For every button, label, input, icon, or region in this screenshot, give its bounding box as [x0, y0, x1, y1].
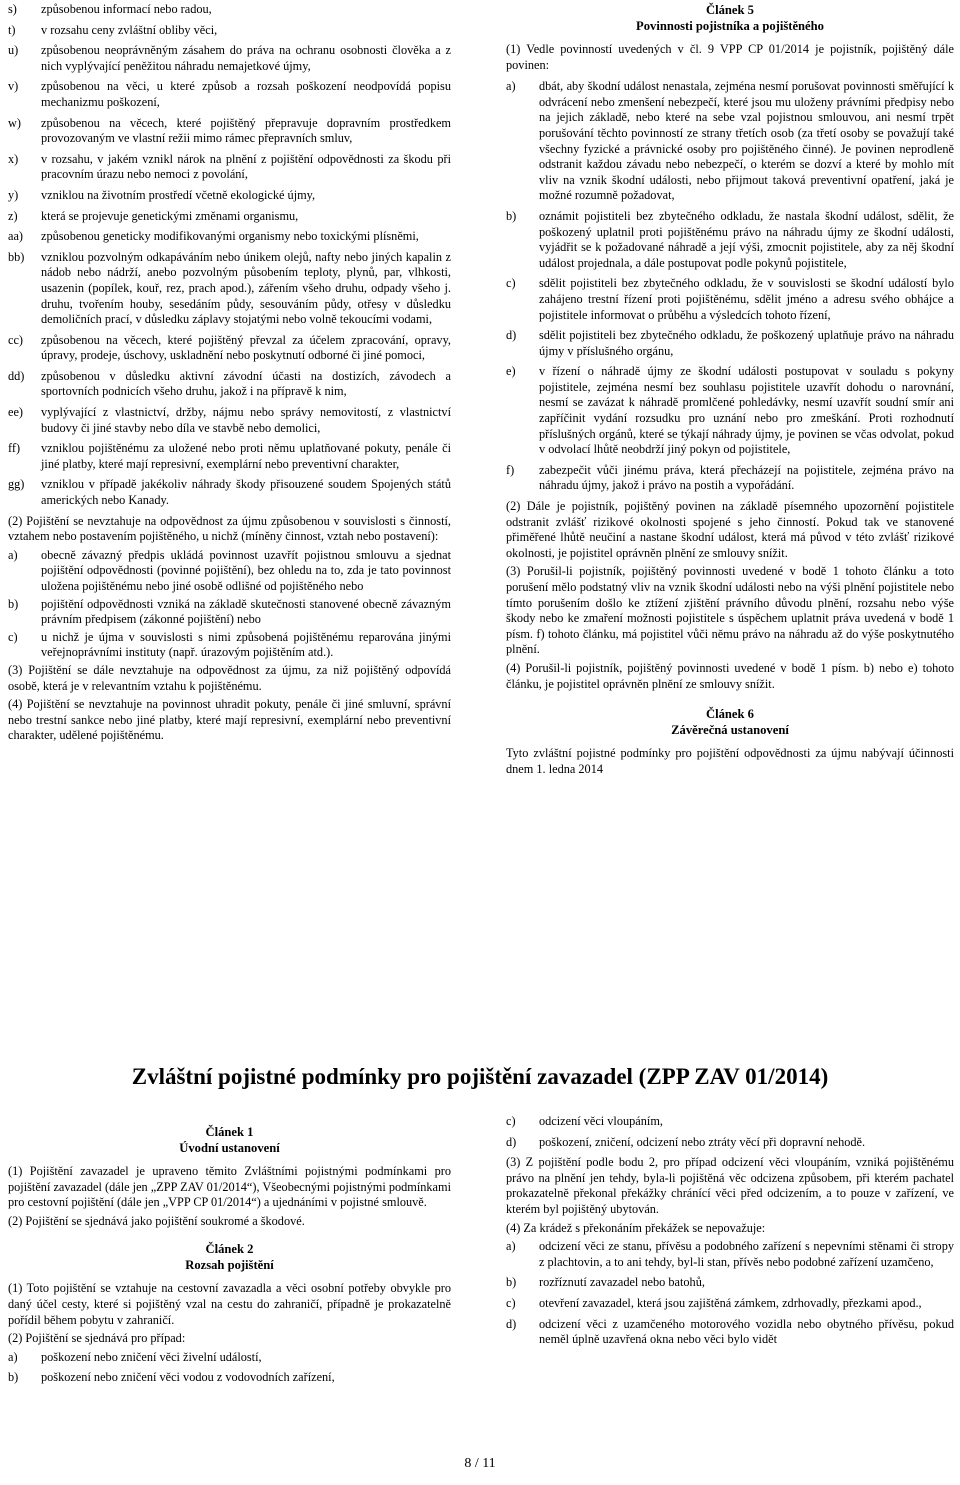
list-item-label: v) — [8, 79, 19, 94]
list-item — [8, 477, 451, 508]
list-item-text: zabezpečit vůči jinému práva, která přecházejí na pojistitele, zejména právo na náhradu újmy, jakož i právo na postih a vypořádání. — [539, 462, 954, 493]
list-item — [506, 463, 954, 494]
list-item — [8, 405, 451, 436]
list-item-text: vzniklou na životním prostředí včetně ekologické újmy, — [41, 187, 316, 202]
list-item-label: a) — [506, 1239, 516, 1254]
list-item-label: u) — [8, 43, 19, 58]
list-item-text: způsobenou na věci, u které způsob a rozsah poškození neodpovídá popisu mechanizmu poškození, — [41, 79, 451, 109]
list-item-label: d) — [506, 1134, 517, 1149]
list-item — [8, 2, 451, 18]
paragraph-1: (1) Pojištění zavazadel je upraveno těmito Zvláštními pojistnými podmínkami pro pojištění zavazadel (dále jen „ZPP ZAV 01/2014“), Všeobecnými pojistnými podmínkami pro cestovní pojištění (dále jen „VPP CP 01/2014“) a ujednáními v pojistné smlouvě. — [8, 1164, 451, 1210]
list-item — [8, 229, 451, 245]
list-item-label: s) — [8, 2, 17, 16]
article-number: Článek 1 — [205, 1125, 254, 1139]
list-item-label: t) — [8, 22, 16, 37]
list-item-text: obecně závazný předpis ukládá povinnost uzavřít pojistnou smlouvu a sjednat pojištění odpovědnosti (povinné pojištění), bez ohledu na to, zda je tato povinnost uložena pojištěnému nebo jiné osobě odlišné od pojištěného nebo — [41, 547, 451, 593]
page-number: 8 / 11 — [464, 1456, 496, 1471]
list-item-text: způsobenou informací nebo radou, — [41, 2, 212, 16]
list-item — [8, 441, 451, 472]
list-item — [506, 1114, 954, 1130]
list-item-label: c) — [8, 629, 18, 644]
list-item — [8, 23, 451, 39]
list-item — [8, 250, 451, 328]
paragraph-2: (2) Pojištění se sjednává pro případ: — [8, 1331, 186, 1346]
list-item-label: gg) — [8, 477, 25, 492]
list-item-text: vzniklou v případě jakékoliv náhrady škody přisouzené soudem Spojených států amerických nebo Kanady. — [41, 477, 451, 508]
list-item — [506, 364, 954, 458]
insured-events-list-continued — [506, 1114, 954, 1150]
list-item-label: w) — [8, 115, 21, 130]
article-5-heading — [506, 2, 954, 34]
duties-list — [506, 79, 954, 494]
list-item — [8, 548, 451, 595]
list-item-label: ee) — [8, 405, 24, 420]
list-item — [506, 1275, 954, 1291]
list-item-text: odcizení věci ze stanu, přívěsu a podobného zařízení s nepevními stěnami či stropy z plachtovin, a to ani tehdy, byl-li stan, přívěs nebo podobné zařízení uzamčeno, — [539, 1239, 954, 1269]
paragraph-4: (4) Za krádež s překonáním překážek se nepovažuje: — [506, 1220, 766, 1235]
paragraph-1: (1) Vedle povinností uvedených v čl. 9 VPP CP 01/2014 je pojistník, pojištěný dále povinen: — [506, 42, 954, 72]
list-item-text: způsobenou geneticky modifikovanými organismy nebo toxickými plísněmi, — [41, 229, 419, 244]
paragraph-1: (1) Toto pojištění se vztahuje na cestovní zavazadla a věci osobní potřeby obvykle pro daný účel cesty, které si pojištěný vzal na cestu do zahraničí, případně je prokazatelně pořídil během pobytu v zahraničí. — [8, 1281, 451, 1327]
article-1-heading — [8, 1124, 451, 1156]
list-item-label: d) — [506, 1316, 517, 1331]
list-item — [8, 152, 451, 183]
paragraph-2: (2) Pojištění se sjednává jako pojištění soukromé a škodové. — [8, 1213, 305, 1228]
list-item-text: způsobenou na věcech, které pojištěný přepravuje dopravním prostředkem provozovaným ve vlastní režii mimo rámec přepravních smluv, — [41, 115, 451, 146]
list-item — [8, 333, 451, 364]
list-item-label: a) — [506, 79, 516, 94]
list-item — [8, 369, 451, 400]
insured-events-list — [8, 1350, 451, 1386]
article-number: Článek 6 — [706, 707, 754, 722]
paragraph-3: (3) Porušil-li pojistník, pojištěný povinnosti uvedené v bodě 1 tohoto článku a toto porušení mělo podstatný vliv na vznik škodní události nebo na výši plnění pojistitele nebo tímto porušením došlo ke ztížení zjištění právního důvodu plnění, rozsahu nebo výše škody nebo ke zmaření možnosti pojistitele s úspěchem uplatnit práva uvedená v bodě 1 písm. f) tohoto článku, má pojistitel vůči němu právo na náhradu až do výše poskytnutého plnění. — [506, 564, 954, 657]
list-item-label: c) — [506, 1114, 516, 1128]
list-item — [8, 209, 451, 225]
list-item — [506, 209, 954, 271]
article-number: Článek 2 — [205, 1242, 254, 1257]
list-item — [506, 1317, 954, 1348]
list-item — [8, 79, 451, 110]
list-item — [506, 1239, 954, 1270]
left-column-bottom — [8, 1124, 451, 1391]
list-item-text: odcizení věci z uzamčeného motorového vozidla nebo obytného přívěsu, pokud neměl úplně uzavřená okna nebo věci bylo vidět — [539, 1316, 954, 1347]
list-item — [8, 43, 451, 74]
list-item-label: c) — [506, 1295, 516, 1310]
article-title: Úvodní ustanovení — [179, 1141, 280, 1155]
right-column-top — [506, 2, 954, 780]
list-item-text: v řízení o náhradě újmy ze škodní události postupovat v souladu s pokyny pojistitele, zejména nesmí bez souhlasu pojistitele uzavřít dohodu o narovnání, nesmí se zavázat k náhradě promlčené pohledávky, nesmí uzavřít soudní smír ani zapříčinit vydání rozsudku pro uznání nebo pro zmeškání. Proti rozhodnutí příslušných orgánů, které se týkají náhrady újmy, je povinen se včas odvolat, pokud v odvolací lhůtě neobdrží jiný pokyn od pojistitele, — [539, 364, 954, 457]
list-item — [506, 79, 954, 204]
list-item — [506, 328, 954, 359]
list-item-text: poškození nebo zničení věci živelní událostí, — [41, 1349, 262, 1364]
paragraph-4: (4) Porušil-li pojistník, pojištěný povinnosti uvedené v bodě 1 písm. b) nebo e) tohoto článku, je pojistitel oprávněn plnění ze smlouvy snížit. — [506, 660, 954, 691]
paragraph-2: (2) Dále je pojistník, pojištěný povinen na základě písemného upozornění pojistitele odstranit zvlášť rizikové okolnosti spojené s jeho činností. Pokud tak ve stanovené přiměřené lhůtě neučiní a nastane škodní událost, která má původ v této zvlášť rizikové okolnosti, je pojistitel oprávněn plnění ze smlouvy snížit. — [506, 499, 954, 560]
right-column-bottom — [506, 1114, 954, 1353]
list-item-text: oznámit pojistiteli bez zbytečného odkladu, že nastala škodní událost, sdělit, že poškozený uplatnil proti pojištěnému právo na náhradu újmy ze škodní události, vyjádřit se k požadované náhradě a její výši, zmocnit pojistitele, aby za něj škodní událost projednala, a dále postupovat podle pokynů pojistitele, — [539, 208, 954, 270]
list-item-label: ff) — [8, 441, 21, 456]
article-number: Článek 5 — [706, 3, 754, 17]
list-item-label: cc) — [8, 332, 24, 347]
paragraph-2-list — [8, 548, 451, 661]
article-title: Rozsah pojištění — [185, 1258, 274, 1273]
list-item-label: b) — [8, 1370, 19, 1385]
list-item — [8, 630, 451, 661]
list-item-label: c) — [506, 276, 516, 291]
list-item-text: poškození nebo zničení věci vodou z vodovodních zařízení, — [41, 1370, 335, 1385]
list-item-label: f) — [506, 462, 515, 477]
closing-paragraph: Tyto zvláštní pojistné podmínky pro pojištění odpovědnosti za újmu nabývají účinnosti dnem 1. ledna 2014 — [506, 746, 954, 776]
list-item-label: y) — [8, 187, 19, 202]
list-item — [506, 1296, 954, 1312]
list-item-text: pojištění odpovědnosti vzniká na základě skutečnosti stanovené obecně závazným právním předpisem (zákonné pojištění) nebo — [41, 596, 451, 627]
list-item-label: a) — [8, 547, 18, 562]
list-item-text: v rozsahu, v jakém vznikl nárok na plnění z pojištění odpovědnosti za škodu při pracovním úrazu nebo nemoci z povolání, — [41, 151, 451, 182]
list-item-label: x) — [8, 151, 19, 166]
article-title: Závěrečná ustanovení — [671, 723, 789, 738]
list-item-label: d) — [506, 328, 517, 343]
list-item-text: která se projevuje genetickými změnami organismu, — [41, 208, 299, 223]
paragraph-4: (4) Pojištění se nevztahuje na povinnost uhradit pokuty, penále či jiné smluvní, správní nebo trestní sankce nebo jiné platby, které mají represivní, exemplární nebo preventivní charakter, udělené pojištěnému. — [8, 697, 451, 743]
list-item-text: odcizení věci vloupáním, — [539, 1114, 663, 1128]
list-item-text: vzniklou pojištěnému za uložené nebo proti němu uplatňované pokuty, penále či jiné platby, které mají represivní, exemplární nebo preventivní charakter, — [41, 441, 451, 471]
list-item-label: b) — [506, 1275, 517, 1290]
list-item-text: způsobenou na věcech, které pojištěný převzal za účelem zpracování, opravy, úpravy, prodeje, úschovy, uskladnění nebo poskytnutí odborné či jiné pomoci, — [41, 332, 451, 363]
list-item-label: e) — [506, 364, 516, 379]
list-item-text: rozříznutí zavazadel nebo batohů, — [539, 1275, 705, 1290]
document-title: Zvláštní pojistné podmínky pro pojištění zavazadel (ZPP ZAV 01/2014) — [131, 1064, 829, 1089]
list-item — [8, 1370, 451, 1386]
article-6-heading — [506, 706, 954, 738]
exceptions-list — [506, 1239, 954, 1348]
list-item-label: a) — [8, 1349, 18, 1364]
list-item-text: v rozsahu ceny zvláštní obliby věci, — [41, 22, 218, 37]
list-item — [8, 1350, 451, 1366]
paragraph-3: (3) Z pojištění podle bodu 2, pro případ odcizení věci vloupáním, vzniká pojištěnému právo na plnění jen tehdy, byla-li pojištěná věc odcizena způsobem, při kterém pachatel prokazatelně překonal překážky chránící věci před odcizením, a to pouze v zařízení, ve kterém byl pojištěný ubytován. — [506, 1155, 954, 1216]
article-title: Povinnosti pojistníka a pojištěného — [636, 19, 824, 33]
list-item-label: aa) — [8, 229, 24, 244]
list-item-label: z) — [8, 208, 18, 223]
paragraph-2: (2) Pojištění se nevztahuje na odpovědnost za újmu způsobenou v souvislosti s činností, vztahem nebo postavením pojištěného, u nichž (míněny činnost, vztah nebo postavení): — [8, 513, 451, 544]
list-item-text: způsobenou neoprávněným zásahem do práva na ochranu osobnosti člověka a z nich vyplývající peněžitou náhradu nemajetkové újmy, — [41, 43, 451, 73]
list-item — [8, 116, 451, 147]
list-item-label: bb) — [8, 249, 25, 264]
article-2-heading — [8, 1241, 451, 1273]
list-item-text: sdělit pojistiteli bez zbytečného odkladu, že v souvislosti se škodní událostí bylo zahájeno trestní řízení proti pojištěnému, sdělit jméno a adresu svého obhájce a pojistitele informovat o průběhu a výsledcích tohoto řízení, — [539, 276, 954, 322]
list-item-text: otevření zavazadel, která jsou zajištěná zámkem, zdrhovadly, přezkami apod., — [539, 1295, 922, 1310]
list-item-text: vzniklou pozvolným odkapáváním nebo únikem olejů, nafty nebo jiných kapalin z nádob nebo nádrží, anebo pozvolným působením teploty, plynů, par, vlhkosti, usazenin (popílek, kouř, rez, prach apod.), zářením všeho druhu, odpady všeho j. druhu, tvořením houby, sesedáním půdy, sesouváním půdy, otřesy v důsledku demoličních prací, v důsledku záplavy stojatými nebo volně tekoucími vodami, — [41, 249, 451, 327]
list-item-label: b) — [506, 208, 517, 223]
left-column-top — [8, 2, 451, 747]
list-item-text: poškození, zničení, odcizení nebo ztráty věcí při dopravní nehodě. — [539, 1134, 866, 1149]
list-item-text: způsobenou v důsledku aktivní závodní účasti na dostizích, závodech a sportovních podnicích všeho druhu, jakož i na přípravě k nim, — [41, 368, 451, 399]
list-item — [8, 597, 451, 628]
list-item-text: sdělit pojistiteli bez zbytečného odkladu, že poškozený uplatňuje právo na náhradu újmy v příslušného orgánu, — [539, 328, 954, 358]
list-item — [8, 188, 451, 204]
paragraph-3: (3) Pojištění se dále nevztahuje na odpovědnost za újmu, za niž pojištěný odpovídá osobě, která je v relevantním vztahu k pojištěnému. — [8, 662, 451, 693]
exclusions-list — [8, 2, 451, 509]
list-item-text: dbát, aby škodní událost nenastala, zejména nesmí porušovat povinnosti směřující k odvrácení nebo zmenšení nebezpečí, které jsou mu uloženy právními předpisy nebo na jejich základě, nebo které na sebe vzal pojistnou smlouvou, ani nesmí trpět porušování těchto povinností ze strany třetích osob (za třetí osoby se považují také všechny fyzické a právnické osoby pro pojištěného činné). Je povinen neprodleně odstranit každou závadu nebo nebezpečí, o kterém se dozví a které by mohlo mít vliv na vznik škodní události, nebo přijmout taková preventivní opatření, jaká je možné rozumně požadovat, — [539, 79, 954, 203]
list-item-label: dd) — [8, 368, 25, 383]
list-item — [506, 1135, 954, 1151]
list-item-text: u nichž je újma v souvislosti s nimi způsobená pojištěnému reparována jinými veřejnoprávními instituty (např. úrazovým pojištěním atd.). — [41, 629, 451, 660]
list-item-text: vyplývající z vlastnictví, držby, nájmu nebo správy nemovitostí, z vlastnictví budovy či jiné stavby nebo díla ve stavbě nebo demolici, — [41, 405, 451, 435]
list-item — [506, 276, 954, 323]
list-item-label: b) — [8, 596, 19, 611]
